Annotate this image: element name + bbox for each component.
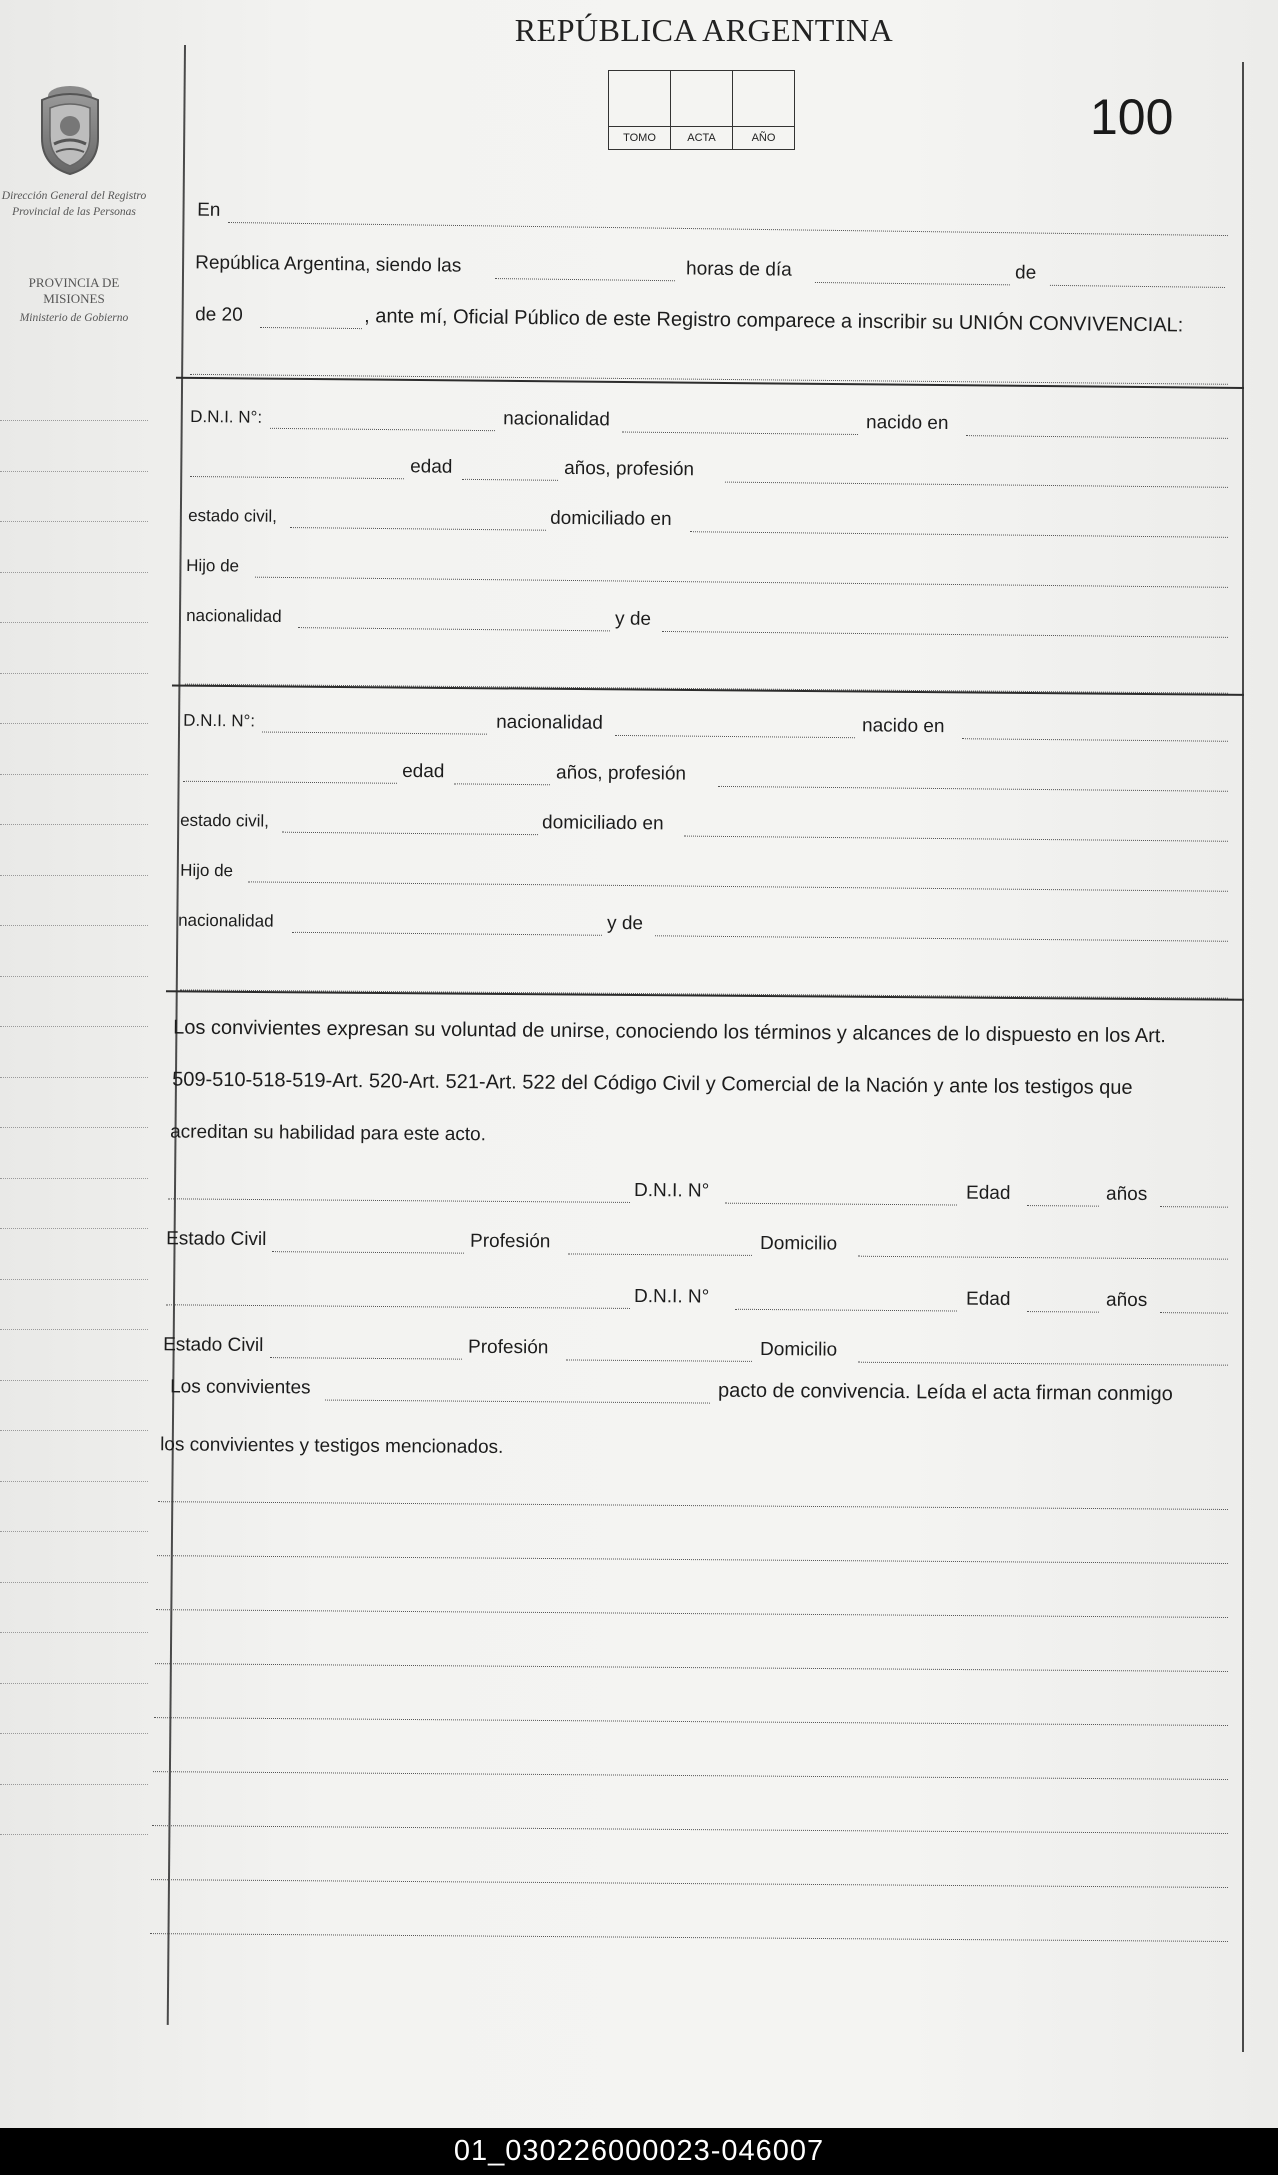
margin-dotted-line	[0, 875, 148, 876]
witness1-civil-field[interactable]	[272, 1251, 464, 1254]
person1-civil-label: estado civil,	[188, 505, 278, 526]
margin-dotted-line	[0, 1531, 148, 1532]
hours-field[interactable]	[495, 278, 675, 281]
declaration-line-3	[0, 1121, 1278, 1157]
witness2-dni-label: D.N.I. N°	[634, 1285, 710, 1308]
person2-line-3	[0, 810, 1278, 845]
person2-civil-label: estado civil,	[180, 810, 270, 831]
witness1-address-label: Domicilio	[760, 1232, 838, 1255]
note-line	[0, 1662, 1278, 1672]
margin-dotted-line	[0, 471, 148, 472]
note-line	[0, 1500, 1278, 1510]
closing-final-text: los convivientes y testigos mencionados.	[160, 1434, 504, 1458]
closing-convivientes-label: Los convivientes	[170, 1376, 311, 1399]
note-line	[0, 1770, 1278, 1780]
republic-label: República Argentina, siendo las	[195, 252, 462, 277]
person1-line-2	[0, 456, 1278, 491]
margin-dotted-line	[0, 1178, 148, 1179]
witness2-profession-field[interactable]	[566, 1359, 752, 1361]
margin-dotted-line	[0, 1733, 148, 1734]
person1-yde-label: y de	[615, 608, 652, 630]
note-line	[0, 1932, 1278, 1942]
person1-parent-nationality-label: nacionalidad	[186, 605, 282, 626]
person2-address-label: domiciliado en	[542, 812, 664, 835]
person1-parent-label: Hijo de	[186, 555, 240, 576]
margin-dotted-line	[0, 1228, 148, 1229]
person1-civil-field[interactable]	[290, 527, 546, 531]
note-field[interactable]	[151, 1879, 1228, 1888]
declaration-text-3: acreditan su habilidad para este acto.	[170, 1121, 487, 1146]
declaration-text-1: Los convivientes expresan su voluntad de unirse, conociendo los términos y alcances de lo dispuesto en los Art.	[173, 1016, 1166, 1048]
person2-line-2	[0, 760, 1278, 795]
note-field[interactable]	[150, 1933, 1228, 1942]
person2-age-field[interactable]	[454, 783, 550, 785]
right-border-line	[1242, 62, 1244, 2052]
person2-dni-label: D.N.I. N°:	[183, 710, 256, 731]
horas-label: horas de día	[685, 258, 792, 281]
margin-dotted-line	[0, 1784, 148, 1785]
note-field[interactable]	[158, 1501, 1228, 1510]
margin-dotted-line	[0, 1430, 148, 1431]
section-divider-2	[0, 683, 1278, 695]
reference-box	[608, 70, 795, 150]
person1-age-label: edad	[410, 456, 453, 478]
margin-dotted-line	[0, 1380, 148, 1381]
ano-label: AÑO	[733, 126, 794, 149]
witness1-dni-label: D.N.I. N°	[634, 1179, 710, 1202]
note-field[interactable]	[156, 1609, 1228, 1618]
witness1-years-label: años	[1105, 1183, 1148, 1206]
ano-cell[interactable]	[733, 71, 794, 149]
note-line	[0, 1608, 1278, 1618]
person1-address-field[interactable]	[690, 531, 1228, 538]
margin-dotted-line	[0, 1683, 148, 1684]
person2-address-field[interactable]	[684, 836, 1228, 842]
witness2-address-label: Domicilio	[760, 1338, 838, 1361]
place-field[interactable]	[228, 222, 1228, 236]
acta-cell[interactable]	[671, 71, 733, 149]
de-label: de	[1014, 262, 1037, 284]
note-line	[0, 1716, 1278, 1726]
person1-profession-label: años, profesión	[564, 457, 695, 481]
margin-dotted-line	[0, 1127, 148, 1128]
person1-line-5	[0, 605, 1278, 641]
person2-born-label: nacido en	[861, 715, 945, 738]
margin-dotted-line	[0, 673, 148, 674]
acta-label: ACTA	[671, 126, 732, 149]
person2-extra-field[interactable]	[183, 781, 397, 784]
image-id-text: 01_030226000023-046007	[453, 2135, 825, 2167]
margin-dotted-line	[0, 1026, 148, 1027]
person2-age-label: edad	[402, 760, 445, 783]
person2-nationality-field[interactable]	[615, 735, 855, 738]
declaration-line-1	[0, 1016, 1278, 1053]
person2-profession-label: años, profesión	[556, 762, 687, 785]
witness2-years-label: años	[1105, 1289, 1148, 1312]
margin-dotted-line	[0, 824, 148, 825]
declaration-line-2	[0, 1068, 1278, 1105]
witness1-line-1	[0, 1179, 1278, 1211]
person1-address-label: domiciliado en	[550, 507, 672, 531]
person1-line-1	[0, 406, 1278, 442]
witness1-name-field[interactable]	[168, 1198, 630, 1203]
witness1-age-label: Edad	[966, 1182, 1011, 1204]
margin-dotted-line	[0, 572, 148, 573]
tomo-label: TOMO	[609, 126, 670, 149]
margin-dotted-line	[0, 521, 148, 522]
person2-yde-label: y de	[607, 912, 644, 935]
ministry-name: Ministerio de Gobierno	[19, 312, 129, 324]
year-field[interactable]	[260, 327, 362, 329]
margin-dotted-line	[0, 420, 148, 421]
witness2-address-field[interactable]	[858, 1362, 1228, 1366]
margin-dotted-line	[0, 723, 148, 724]
person1-nationality-field[interactable]	[622, 432, 858, 435]
witness2-age-label: Edad	[966, 1288, 1011, 1310]
de20-label: de 20	[195, 304, 243, 326]
margin-dotted-line	[0, 1481, 148, 1482]
ante-text: , ante mí, Oficial Público de este Registro comparece a inscribir su UNIÓN CONVIVENCIAL:	[364, 305, 1184, 337]
margin-dotted-line	[0, 1834, 148, 1835]
person1-extra-field[interactable]	[190, 476, 404, 479]
person2-dni-field[interactable]	[262, 732, 487, 735]
margin-dotted-line	[0, 976, 148, 977]
person1-line-3	[0, 505, 1278, 541]
person2-nationality-label: nacionalidad	[496, 711, 603, 734]
provincial-seal-icon	[20, 78, 120, 178]
tomo-cell[interactable]	[609, 71, 671, 149]
witness2-age-field[interactable]	[1027, 1311, 1099, 1313]
note-line	[0, 1554, 1278, 1564]
person2-line-4	[0, 860, 1278, 895]
day-field[interactable]	[815, 282, 1010, 285]
witness1-extra-field[interactable]	[1160, 1206, 1228, 1208]
person1-dni-label: D.N.I. N°:	[190, 406, 263, 427]
note-field[interactable]	[152, 1825, 1228, 1834]
margin-dotted-line	[0, 1077, 148, 1078]
margin-dotted-line	[0, 1632, 148, 1633]
witness2-name-field[interactable]	[166, 1304, 630, 1309]
witness1-dni-field[interactable]	[725, 1203, 957, 1206]
person2-profession-field[interactable]	[718, 786, 1228, 792]
section-divider-3	[0, 989, 1278, 1000]
page-number: 100	[1090, 89, 1174, 145]
witness2-civil-field[interactable]	[270, 1357, 462, 1360]
person1-age-field[interactable]	[462, 479, 558, 481]
witness1-age-field[interactable]	[1027, 1205, 1099, 1207]
witness1-profession-field[interactable]	[568, 1253, 752, 1255]
person1-line-4	[0, 555, 1278, 591]
person2-parent-label: Hijo de	[180, 860, 234, 881]
witness1-line-2	[0, 1228, 1278, 1263]
person2-parent-nationality-label: nacionalidad	[178, 910, 274, 931]
person1-mother-field[interactable]	[662, 631, 1228, 638]
note-field[interactable]	[154, 1717, 1228, 1726]
person1-parent-nationality-field[interactable]	[298, 627, 610, 631]
person2-mother-field[interactable]	[655, 935, 1228, 942]
witness2-profession-label: Profesión	[468, 1336, 549, 1359]
witness1-address-field[interactable]	[858, 1256, 1228, 1260]
note-line	[0, 1824, 1278, 1834]
registry-name: Dirección General del Registro Provincial de las Personas	[1, 190, 147, 218]
en-label: En	[197, 199, 221, 221]
person1-parent-field[interactable]	[255, 577, 1228, 588]
person1-dni-field[interactable]	[270, 428, 495, 431]
person2-line-5	[0, 910, 1278, 945]
margin-dotted-line	[0, 622, 148, 623]
person1-born-label: nacido en	[865, 412, 949, 434]
note-line	[0, 1878, 1278, 1888]
margin-dotted-line	[0, 774, 148, 775]
note-field[interactable]	[155, 1663, 1228, 1672]
closing-agreement-field[interactable]	[325, 1400, 710, 1404]
margin-dotted-line	[0, 925, 148, 926]
person2-parent-field[interactable]	[248, 881, 1228, 891]
witness2-civil-label: Estado Civil	[163, 1334, 264, 1357]
person2-line-1	[0, 710, 1278, 745]
margin-dotted-line	[0, 1329, 148, 1330]
witness2-line-2	[0, 1334, 1278, 1369]
witness2-line-1	[0, 1285, 1278, 1317]
closing-pact-text: pacto de convivencia. Leída el acta firman conmigo	[718, 1379, 1173, 1406]
image-id-bar	[0, 2128, 1278, 2175]
month-field[interactable]	[1050, 285, 1225, 288]
person1-nationality-label: nacionalidad	[503, 408, 610, 431]
note-field[interactable]	[153, 1771, 1228, 1780]
margin-dotted-line	[0, 1582, 148, 1583]
note-field[interactable]	[157, 1555, 1228, 1564]
witness2-extra-field[interactable]	[1160, 1312, 1228, 1314]
witness2-dni-field[interactable]	[735, 1309, 957, 1312]
person2-parent-nationality-field[interactable]	[292, 932, 602, 936]
person2-civil-field[interactable]	[282, 832, 538, 835]
margin-dotted-line	[0, 1279, 148, 1280]
person1-profession-field[interactable]	[725, 482, 1228, 488]
witness1-civil-label: Estado Civil	[166, 1228, 267, 1251]
witness1-profession-label: Profesión	[470, 1230, 551, 1253]
province-name: PROVINCIA DE MISIONES	[28, 275, 120, 306]
person1-born-field[interactable]	[966, 435, 1228, 439]
country-title: REPÚBLICA ARGENTINA	[514, 12, 894, 48]
person2-born-field[interactable]	[962, 738, 1228, 742]
declaration-text-2: 509-510-518-519-Art. 520-Art. 521-Art. 522 del Código Civil y Comercial de la Nación y ante los testigos que	[172, 1068, 1133, 1099]
intro-line-2	[0, 252, 1278, 292]
closing-line-1	[0, 1376, 1278, 1411]
closing-line-2	[0, 1434, 1278, 1469]
